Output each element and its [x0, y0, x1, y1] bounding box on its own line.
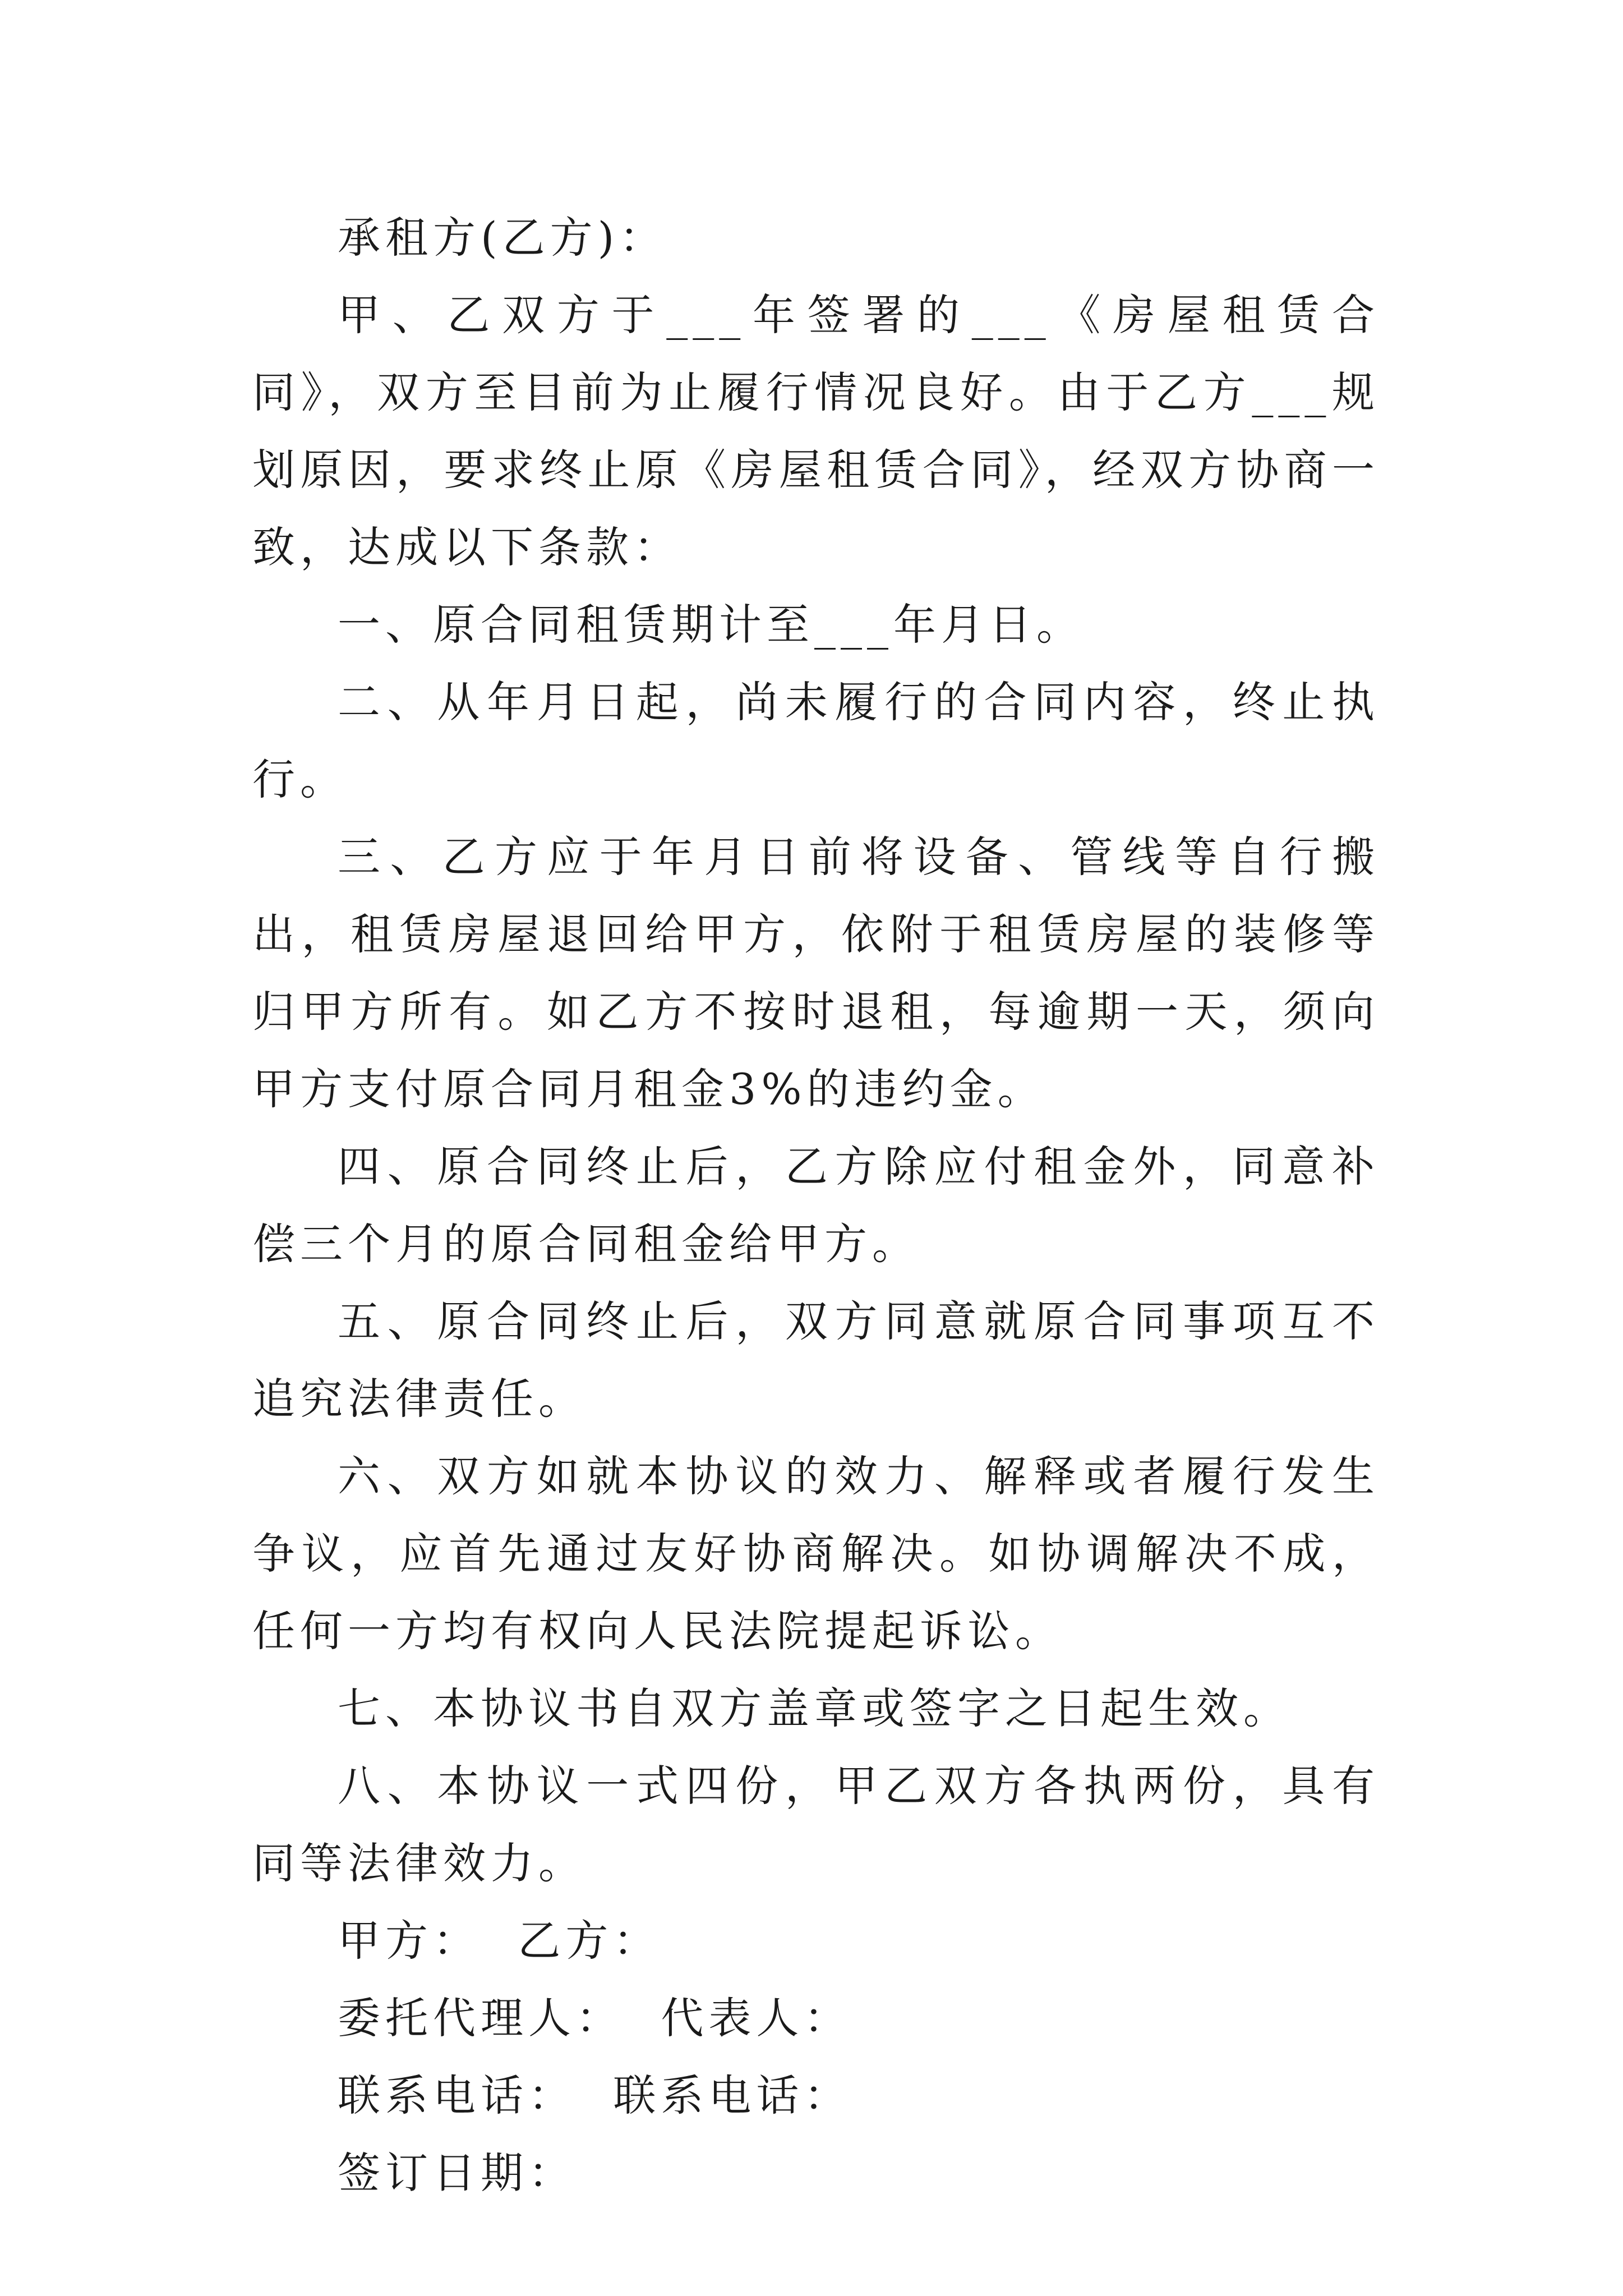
agent-signature-line: 委托代理人： 代表人：	[338, 1993, 852, 2043]
party-signature-line: 甲方： 乙方：	[338, 1916, 661, 1966]
agreement-body	[252, 199, 1380, 2212]
clause-5: 五、原合同终止后，双方同意就原合同事项互不追究法律责任。	[252, 1296, 1380, 1424]
clause-6: 六、双方如就本协议的效力、解释或者履行发生争议，应首先通过友好协商解决。如协调解决不成，任何一方均有权向人民法院提起诉讼。	[252, 1451, 1380, 1656]
phone-line: 联系电话： 联系电话：	[338, 2070, 852, 2120]
clause-8: 八、本协议一式四份，甲乙双方各执两份，具有同等法律效力。	[252, 1761, 1380, 1888]
clause-3: 三、乙方应于年月日前将设备、管线等自行搬出，租赁房屋退回给甲方，依附于租赁房屋的装修等归甲方所有。如乙方不按时退租，每逾期一天，须向甲方支付原合同月租金3%的违约金。	[252, 832, 1380, 1114]
lessee-line: 承租方(乙方)：	[338, 213, 667, 263]
clause-4: 四、原合同终止后，乙方除应付租金外，同意补偿三个月的原合同租金给甲方。	[252, 1142, 1380, 1269]
intro-paragraph: 甲、乙双方于___年签署的___《房屋租赁合同》，双方至目前为止履行情况良好。由于乙方___规划原因，要求终止原《房屋租赁合同》，经双方协商一致，达成以下条款：	[252, 290, 1380, 572]
clause-7: 七、本协议书自双方盖章或签字之日起生效。	[338, 1683, 1291, 1733]
clause-1: 一、原合同租赁期计至___年月日。	[338, 600, 1084, 650]
clause-2: 二、从年月日起，尚未履行的合同内容，终止执行。	[252, 677, 1380, 804]
signing-date-line: 签订日期：	[338, 2148, 576, 2198]
